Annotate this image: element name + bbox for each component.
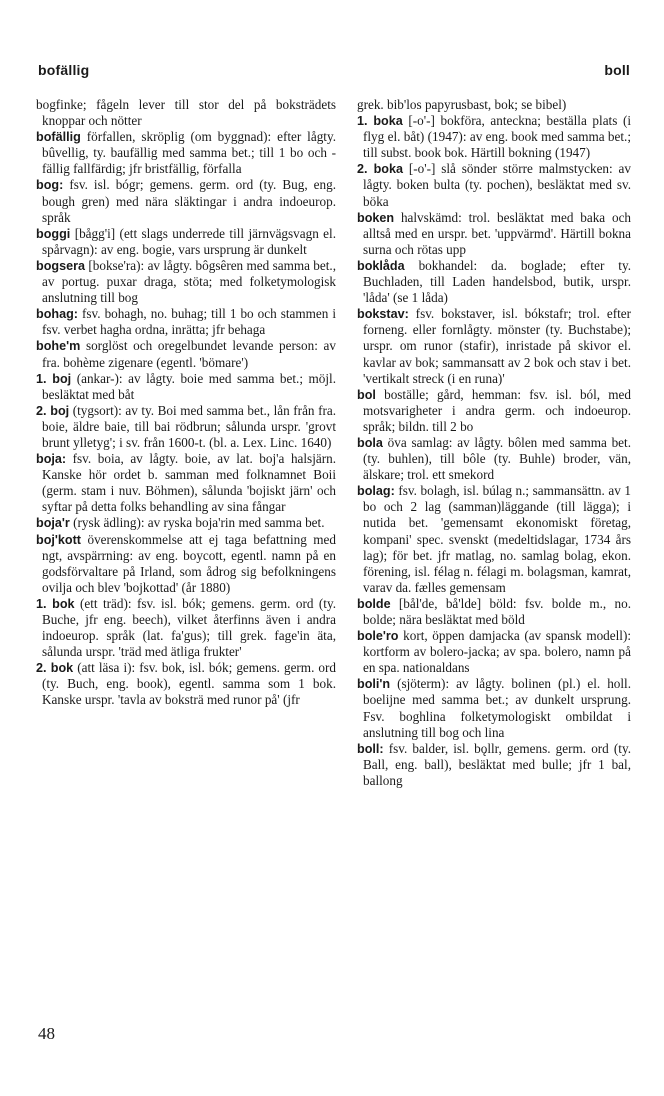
dictionary-entry — [36, 306, 336, 338]
dictionary-entry — [357, 483, 631, 596]
dictionary-entry — [357, 628, 631, 676]
entry-headword: boggi — [36, 226, 71, 241]
dictionary-entry — [357, 676, 631, 740]
entry-headword: bohag: — [36, 307, 78, 322]
entry-headword: 2. boj — [36, 403, 70, 418]
entry-text: fsv. bohagh, no. buhag; till 1 bo och stammen i fsv. verbet hagha ordna, inrätta; jfr behaga — [42, 306, 337, 338]
entry-text: [-o'-] bokföra, anteckna; beställa plats (i flyg el. båt) (1947): av eng. book med samma bet.; till subst. book bok. Härtill bokning (1947) — [363, 113, 632, 161]
dictionary-entry — [36, 532, 336, 596]
entry-headword: bola — [357, 435, 383, 450]
entry-text: boställe; gård, hemman: fsv. isl. ból, med motsvarigheter i andra germ. och indoeurop. språk; bildn. till 2 bo — [363, 386, 632, 434]
entry-headword: 1. boj — [36, 371, 72, 386]
dictionary-entry — [36, 258, 336, 306]
entry-headword: bol — [357, 387, 376, 402]
dictionary-entry — [36, 129, 336, 177]
page-number: 48 — [38, 1024, 55, 1043]
entry-text: fsv. isl. bógr; gemens. germ. ord (ty. Bug, eng. bough gren) med nära släktingar i andra indoeurop. språk — [42, 177, 337, 225]
dictionary-entry — [36, 403, 336, 451]
entry-headword: 1. boka — [357, 114, 403, 129]
dictionary-entry — [357, 435, 631, 483]
entry-headword: 2. boka — [357, 162, 403, 177]
entry-headword: bogsera — [36, 258, 85, 273]
entry-text: grek. bib'los papyrusbast, bok; se bibel) — [357, 97, 567, 112]
entry-text: (ett träd): fsv. isl. bók; gemens. germ. ord (ty. Buche, jfr eng. beech), vilket återfinns även i andra indoeurop. språk (lat. fa'gus); till grek. fage'in äta, sålunda urspr. 'träd med ätliga frukter' — [42, 595, 336, 660]
entry-text: (att läsa i): fsv. bok, isl. bók; gemens. germ. ord (ty. Buch, eng. book), egentl. samma som 1 bok. Kanske urspr. 'tavla av boksträ med runor på' (jfr — [42, 660, 337, 708]
entry-headword: boken — [357, 210, 395, 225]
entry-text: fsv. boia, av lågty. boie, av lat. boj'a halsjärn. Kanske hör ordet b. samman med folknamnet Boii (germ. stam i nuv. Böhmen), sålunda 'bojiskt järn' och syftar på detta folks behandling av sina fångar — [42, 451, 336, 515]
dictionary-entry — [36, 177, 336, 225]
dictionary-entry — [357, 113, 631, 161]
entry-text: bokhandel: da. boglade; efter ty. Buchladen, till Laden handelsbod, butik, urspr. 'låda' (se 1 låda) — [363, 257, 632, 306]
entry-headword: boja'r — [36, 516, 70, 531]
entry-headword: bokstav: — [357, 307, 409, 322]
entry-text: [-o'-] slå sönder större malmstycken: av lågty. boken bulta (ty. pochen), besläktat med sv. böka — [363, 161, 632, 209]
dictionary-entry — [36, 660, 336, 708]
entry-headword: boll: — [357, 741, 384, 756]
running-head-right: boll — [604, 62, 630, 78]
entry-headword: bolag: — [357, 484, 395, 499]
running-head-left: bofällig — [38, 62, 90, 78]
entry-text: sorglöst och oregelbundet levande person: av fra. bohème zigenare (egentl. 'bömare') — [42, 338, 336, 370]
entry-text: halvskämd: trol. besläktat med baka och alltså med en urspr. bet. 'uppvärmd'. Härtill bokna surna och rötas upp — [363, 209, 632, 257]
dictionary-entry — [357, 97, 631, 113]
entry-text: (ankar-): av lågty. boie med samma bet.; möjl. besläktat med båt — [42, 370, 337, 402]
dictionary-entry — [36, 97, 336, 129]
dictionary-entry — [357, 596, 631, 628]
entry-text: öva samlag: av lågty. bôlen med samma bet. (ty. buhlen), till bôle (ty. Buhle) broder, vän, älskare; trol. ett smekord — [363, 434, 631, 483]
entry-text: förfallen, skröplig (om byggnad): efter lågty. bûvellig, ty. baufällig med samma bet.; till 1 bo och -fällig fallfärdig; jfr bristfällig, förfalla — [42, 129, 336, 177]
entry-headword: bog: — [36, 178, 64, 193]
dictionary-entry — [357, 387, 631, 435]
dictionary-entry — [36, 451, 336, 515]
entry-headword: bole'ro — [357, 629, 399, 644]
dictionary-entry — [357, 741, 631, 789]
entry-text: [bål'de, bå'lde] böld: fsv. bolde m., no. bolde; nära besläktat med böld — [363, 595, 632, 627]
entry-headword: bohe'm — [36, 339, 81, 354]
entry-text: överenskommelse att ej taga befattning med ngt, avspärrning: av eng. boycott, egentl. namn på en godsförvaltare på Irland, som ådrog sig befolkningens ovilja och blev 'bojkottad' (år 1880) — [42, 531, 336, 595]
left-column — [36, 97, 336, 709]
entry-text: (tygsort): av ty. Boi med samma bet., lån från fra. boie, äldre baie, till bai rödbrun; sålunda urspr. 'grovt brunt ylletyg'; i sv. från 1600-t. (bl. a. Lex. Linc. 1640) — [42, 402, 337, 450]
entry-text: [bokse'ra): av lågty. bôgsêren med samma bet., av portug. puxar draga, stöta; med folketymologisk anslutning till bog — [42, 257, 337, 306]
right-column — [357, 97, 631, 789]
dictionary-entry — [36, 338, 336, 370]
entry-text: (rysk ädling): av ryska boja'rin med samma bet. — [73, 515, 325, 531]
entry-headword: boja: — [36, 452, 67, 467]
entry-headword: bolde — [357, 596, 391, 611]
entry-text: kort, öppen damjacka (av spansk modell): kortform av bolero-jacka; av spa. bolero, namn på en spa. nationaldans — [363, 628, 631, 676]
entry-headword: bofällig — [36, 130, 81, 145]
entry-headword: boj'kott — [36, 532, 81, 547]
entry-headword: 2. bok — [36, 661, 74, 676]
dictionary-entry — [357, 210, 631, 258]
entry-headword: boklåda — [357, 258, 405, 273]
dictionary-entry — [36, 226, 336, 258]
entry-headword: 1. bok — [36, 596, 75, 611]
entry-text: (sjöterm): av lågty. bolinen (pl.) el. holl. boelijne med samma bet.; av dunkelt ursprung. Fsv. boghlina folketymologiskt ombildat i anslutning till bog och lina — [363, 676, 632, 740]
entry-text: fsv. bolagh, isl. búlag n.; sammansättn. av 1 bo och 2 lag (samman)läggande (till lägga); i nutida bet. 'gemensamt ekonomiskt företag, kompani' spec. svenskt (medeltidslagar, 1734 års lag); för bet. jfr matlag, no. samlag bolag, ekon. förening, isl. félag n. félagi m. bolagsman, kamrat, varav da. fælles gemensam — [363, 483, 631, 595]
dictionary-entry — [357, 258, 631, 306]
entry-text: [bågg'i] (ett slags underrede till järnvägsvagn el. spårvagn): av eng. bogie, vars ursprung är dunkelt — [42, 225, 337, 257]
dictionary-entry — [36, 515, 336, 531]
dictionary-entry — [357, 306, 631, 386]
dictionary-entry — [36, 371, 336, 403]
entry-text: fsv. balder, isl. bǫllr, gemens. germ. ord (ty. Ball, eng. ball), besläktat med bulle; jfr 1 bal, ballong — [363, 740, 631, 788]
entry-text: bogfinke; fågeln lever till stor del på boksträdets knoppar och nötter — [36, 97, 336, 129]
dictionary-entry — [36, 596, 336, 660]
entry-headword: boli'n — [357, 677, 391, 692]
entry-text: fsv. bokstaver, isl. bókstafr; trol. efter forneng. eller fornlågty. mönster (ty. Buchstabe); urspr. om runor (stafir), inristade på skivor el. kavlar av bok; sammansatt av 2 bok och stav i bet. 'vertikalt streck (i en runa)' — [363, 306, 631, 386]
dictionary-entry — [357, 161, 631, 209]
